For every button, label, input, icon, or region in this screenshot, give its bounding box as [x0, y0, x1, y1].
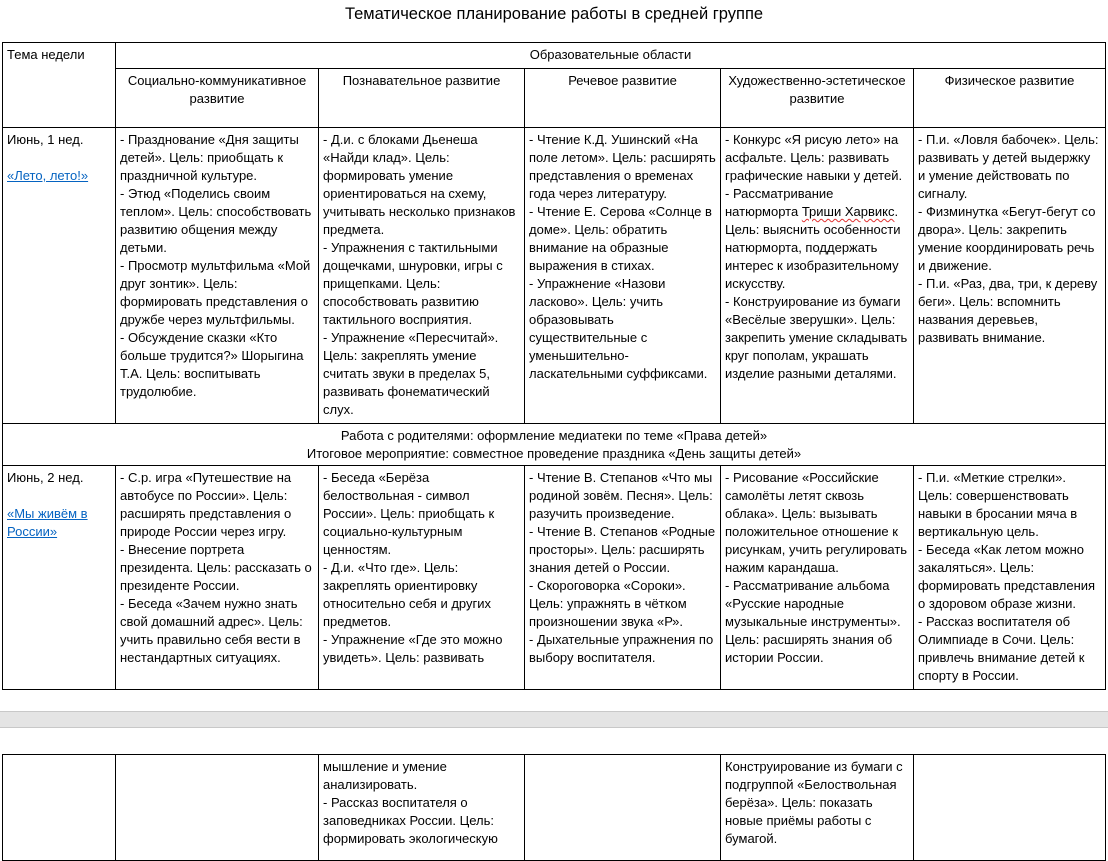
activity-item: - П.и. «Меткие стрелки». Цель: совершенствовать навыки в бросании мяча в вертикальную цель.	[918, 470, 1078, 539]
activity-item-spellcheck: - Рассматривание натюрморта Триши Харвикс. Цель: выяснить особенности натюрморта, поддержать интерес к изобразительному искусству.	[725, 186, 901, 291]
week-1-topic-cell	[3, 128, 116, 424]
week-1-summary-cell	[3, 424, 1106, 466]
area-header-social: Социально-коммуникативное развитие	[116, 69, 319, 128]
areas-subheader-row	[3, 69, 1106, 128]
activity-item: - Внесение портрета президента. Цель: рассказать о президенте России.	[120, 542, 312, 593]
table-row-week-1	[3, 128, 1106, 424]
week-2-speech-cell	[525, 466, 721, 690]
week-1-topic-link[interactable]: «Лето, лето!»	[7, 168, 89, 183]
week-1-social-cell	[116, 128, 319, 424]
activity-item: - Упражнения с тактильными дощечками, шнуровки, игры с прищепками. Цель: способствовать развитию тактильного восприятия.	[323, 240, 503, 327]
week-2-artistic-cell	[721, 466, 914, 690]
week-2-topic-link[interactable]: «Мы живём в России»	[7, 506, 88, 539]
activity-item: - Чтение К.Д. Ушинский «На поле летом». Цель: расширять представления о временах года через литературу.	[529, 132, 716, 201]
area-header-physical: Физическое развитие	[914, 69, 1106, 128]
continued-topic-cell	[3, 755, 116, 861]
continued-physical-cell	[914, 755, 1106, 861]
topic-column-header: Тема недели	[3, 43, 116, 128]
activity-item: - Беседа «Как летом можно закаляться». Цель: формировать представления о здоровом образе жизни.	[918, 542, 1096, 611]
activity-item: - Рассказ воспитателя об Олимпиаде в Сочи. Цель: привлечь внимание детей к спорту в России.	[918, 614, 1085, 683]
activity-item: - Д.и. «Что где». Цель: закреплять ориентировку относительно себя и других предметов.	[323, 560, 491, 629]
area-header-cognitive: Познавательное развитие	[319, 69, 525, 128]
activity-item: - Чтение Е. Серова «Солнце в доме». Цель: обратить внимание на образные выражения в стихах.	[529, 204, 712, 273]
week-2-topic-cell	[3, 466, 116, 690]
week-1-cognitive-cell	[319, 128, 525, 424]
area-header-artistic: Художественно-эстетическое развитие	[721, 69, 914, 128]
activity-item: - П.и. «Ловля бабочек». Цель: развивать у детей выдержку и умение действовать по сигналу.	[918, 132, 1099, 201]
week-2-physical-cell	[914, 466, 1106, 690]
activity-item: - Д.и. с блоками Дьенеша «Найди клад». Цель: формировать умение ориентироваться на схему, учитывать несколько признаков предмета.	[323, 132, 516, 237]
activity-item: - Празднование «Дня защиты детей». Цель: приобщать к праздничной культуре.	[120, 132, 299, 183]
activity-item: мышление и умение анализировать.	[323, 759, 447, 792]
week-1-artistic-cell	[721, 128, 914, 424]
activity-item: - Этюд «Поделись своим теплом». Цель: способствовать развитию общения между детьми.	[120, 186, 312, 255]
continued-speech-cell	[525, 755, 721, 861]
planning-table-continued	[2, 754, 1106, 861]
header-row	[3, 43, 1106, 69]
table-row-week-2-continued	[3, 755, 1106, 861]
continued-social-cell	[116, 755, 319, 861]
areas-header: Образовательные области	[116, 43, 1106, 69]
spellcheck-flag: Триши Харвикс	[801, 204, 895, 219]
activity-item: - Упражнение «Назови ласково». Цель: учить образовывать существительные с уменьшительно-ласкательными суффиксами.	[529, 276, 708, 381]
activity-item: - Скороговорка «Сороки». Цель: упражнять в чётком произношении звука «Р».	[529, 578, 687, 629]
activity-item: - П.и. «Раз, два, три, к дереву беги». Цель: вспомнить названия деревьев, развивать внимание.	[918, 276, 1098, 345]
continued-cognitive-cell	[319, 755, 525, 861]
activity-item: - Беседа «Зачем нужно знать свой домашний адрес». Цель: учить правильно себя вести в нестандартных ситуациях.	[120, 596, 303, 665]
activity-item: - Дыхательные упражнения по выбору воспитателя.	[529, 632, 714, 665]
activity-item: - Конструирование из бумаги «Весёлые зверушки». Цель: закрепить умение складывать круг пополам, украшать изделие разными деталями.	[725, 294, 908, 381]
activity-item: Конструирование из бумаги с подгруппой «Белоствольная берёза». Цель: показать новые приёмы работы с бумагой.	[725, 759, 903, 846]
activity-item: - Чтение В. Степанов «Родные просторы». Цель: расширять знания детей о России.	[529, 524, 716, 575]
activity-item: - Упражнение «Где это можно увидеть». Цель: развивать	[323, 632, 503, 665]
final-event-text: Итоговое мероприятие: совместное проведение праздника «День защиты детей»	[306, 446, 802, 461]
week-1-speech-cell	[525, 128, 721, 424]
week-2-social-cell	[116, 466, 319, 690]
planning-table	[2, 42, 1106, 690]
activity-item: - Конкурс «Я рисую лето» на асфальте. Цель: развивать графические навыки у детей.	[725, 132, 903, 183]
week-1-physical-cell	[914, 128, 1106, 424]
table-row-week-2	[3, 466, 1106, 690]
activity-item: - Просмотр мультфильма «Мой друг зонтик». Цель: формировать представления о дружбе через мультфильмы.	[120, 258, 311, 327]
activity-item: - Рисование «Российские самолёты летят сквозь облака». Цель: вызывать положительное отношение к рисункам, учить регулировать нажим карандаша.	[725, 470, 908, 575]
week-2-cognitive-cell	[319, 466, 525, 690]
activity-item: - Рассматривание альбома «Русские народные музыкальные инструменты». Цель: расширять знания об истории России.	[725, 578, 901, 665]
table-row-week-1-summary	[3, 424, 1106, 466]
document-title: Тематическое планирование работы в средней группе	[344, 5, 764, 23]
activity-item: - Физминутка «Бегут-бегут со двора». Цель: закрепить умение координировать речь и движение.	[918, 204, 1096, 273]
activity-item: - Чтение В. Степанов «Что мы родиной зовём. Песня». Цель: разучить произведение.	[529, 470, 713, 521]
activity-item: - Упражнение «Пересчитай». Цель: закреплять умение считать звуки в пределах 5, развивать фонематический слух.	[323, 330, 499, 417]
activity-item: - Беседа «Берёза белоствольная - символ России». Цель: приобщать к социально-культурным ценностям.	[323, 470, 495, 557]
activity-item: - С.р. игра «Путешествие на автобусе по России». Цель: расширять представления о природе России через игру.	[120, 470, 292, 539]
week-1-period: Июнь, 1 нед.	[7, 132, 84, 147]
page-break-separator	[0, 711, 1108, 728]
area-header-speech: Речевое развитие	[525, 69, 721, 128]
parents-work-text: Работа с родителями: оформление медиатеки по теме «Права детей»	[340, 428, 768, 443]
continued-artistic-cell	[721, 755, 914, 861]
activity-item: - Рассказ воспитателя о заповедниках России. Цель: формировать экологическую	[323, 795, 498, 846]
activity-item: - Обсуждение сказки «Кто больше трудится?» Шорыгина Т.А. Цель: воспитывать трудолюбие.	[120, 330, 304, 399]
week-2-period: Июнь, 2 нед.	[7, 470, 84, 485]
